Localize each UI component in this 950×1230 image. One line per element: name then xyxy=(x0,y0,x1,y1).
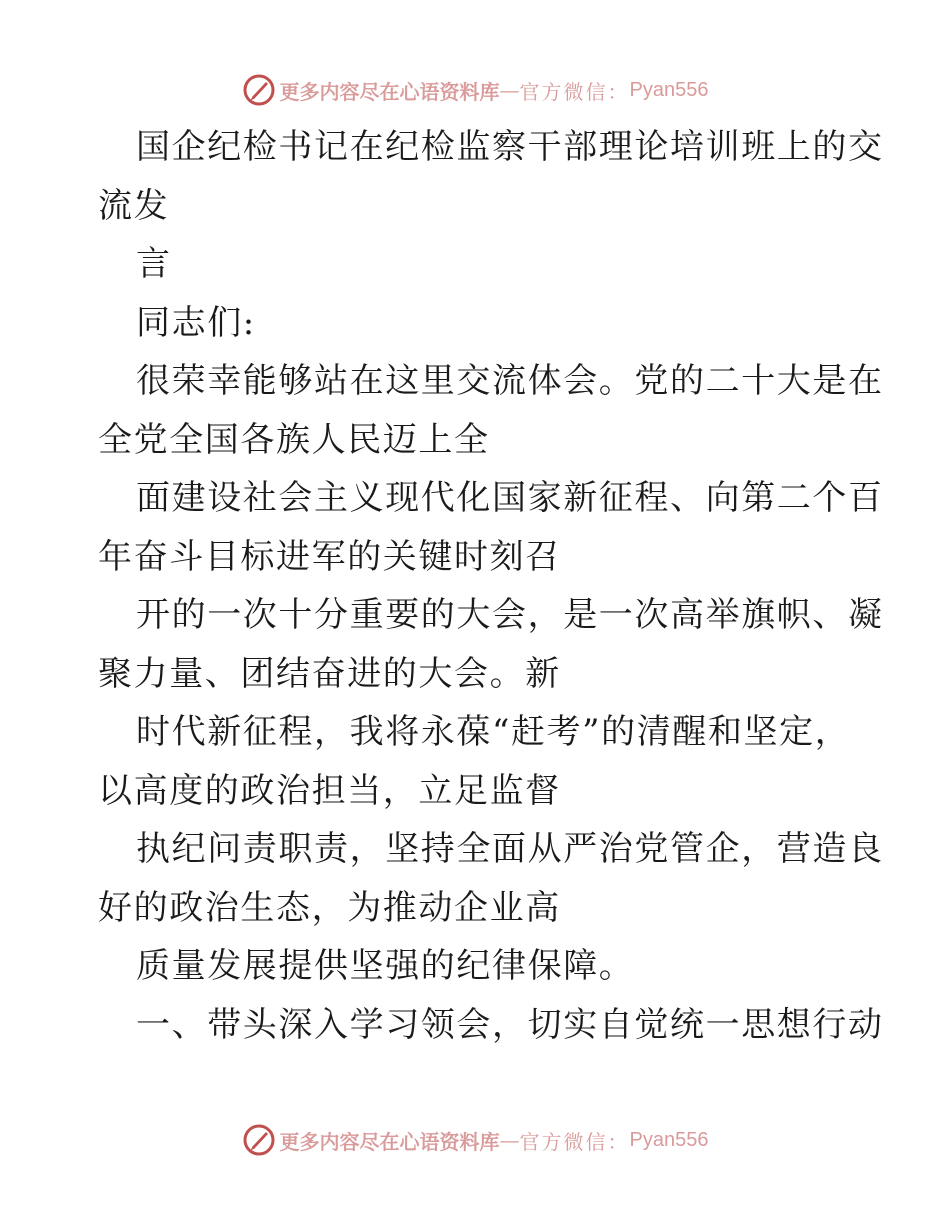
header-wechat-label: 官方微信： xyxy=(519,79,630,104)
doc-paragraph-line: 以高度的政治担当，立足监督 xyxy=(98,770,561,811)
quill-pen-logo-icon xyxy=(242,73,276,107)
document-body xyxy=(98,118,884,1054)
footer-wechat-account: Pyan556 xyxy=(629,1128,709,1151)
doc-salutation: 同志们: xyxy=(136,302,256,343)
quill-pen-logo-icon xyxy=(242,1123,276,1157)
header-wechat-account: Pyan556 xyxy=(629,78,709,101)
doc-paragraph-line: 质量发展提供坚强的纪律保障。 xyxy=(136,946,635,986)
header-separator: — xyxy=(499,78,520,102)
doc-title-line-2: 流发 xyxy=(98,185,170,226)
doc-paragraph-line: 执纪问责职责，坚持全面从严治党管企，营造良 xyxy=(136,829,884,869)
doc-title-line-1: 国企纪检书记在纪检监察干部理论培训班上的交 xyxy=(136,127,884,167)
footer-banner xyxy=(0,1120,950,1160)
doc-section-heading: 一、带头深入学习领会，切实自觉统一思想行动 xyxy=(136,1004,884,1045)
header-site-text: 更多内容尽在心语资料库 xyxy=(279,79,500,104)
footer-separator: — xyxy=(499,1128,520,1152)
footer-site-text: 更多内容尽在心语资料库 xyxy=(279,1129,500,1154)
doc-paragraph-line: 面建设社会主义现代化国家新征程、向第二个百 xyxy=(136,478,884,518)
doc-paragraph-line: 好的政治生态，为推动企业高 xyxy=(98,887,561,928)
doc-paragraph-line: 很荣幸能够站在这里交流体会。党的二十大是在 xyxy=(136,361,884,401)
header-banner xyxy=(0,70,950,110)
footer-wechat-label: 官方微信： xyxy=(519,1129,630,1154)
doc-paragraph-line: 年奋斗目标进军的关键时刻召 xyxy=(98,536,561,577)
doc-paragraph-line: 时代新征程，我将永葆“赶考”的清醒和坚定， xyxy=(136,712,851,752)
doc-paragraph-line: 全党全国各族人民迈上全 xyxy=(98,419,490,460)
doc-paragraph-line: 开的一次十分重要的大会，是一次高举旗帜、凝 xyxy=(136,595,884,635)
doc-title-line-3: 言 xyxy=(136,244,172,284)
doc-paragraph-line: 聚力量、团结奋进的大会。新 xyxy=(98,653,561,694)
